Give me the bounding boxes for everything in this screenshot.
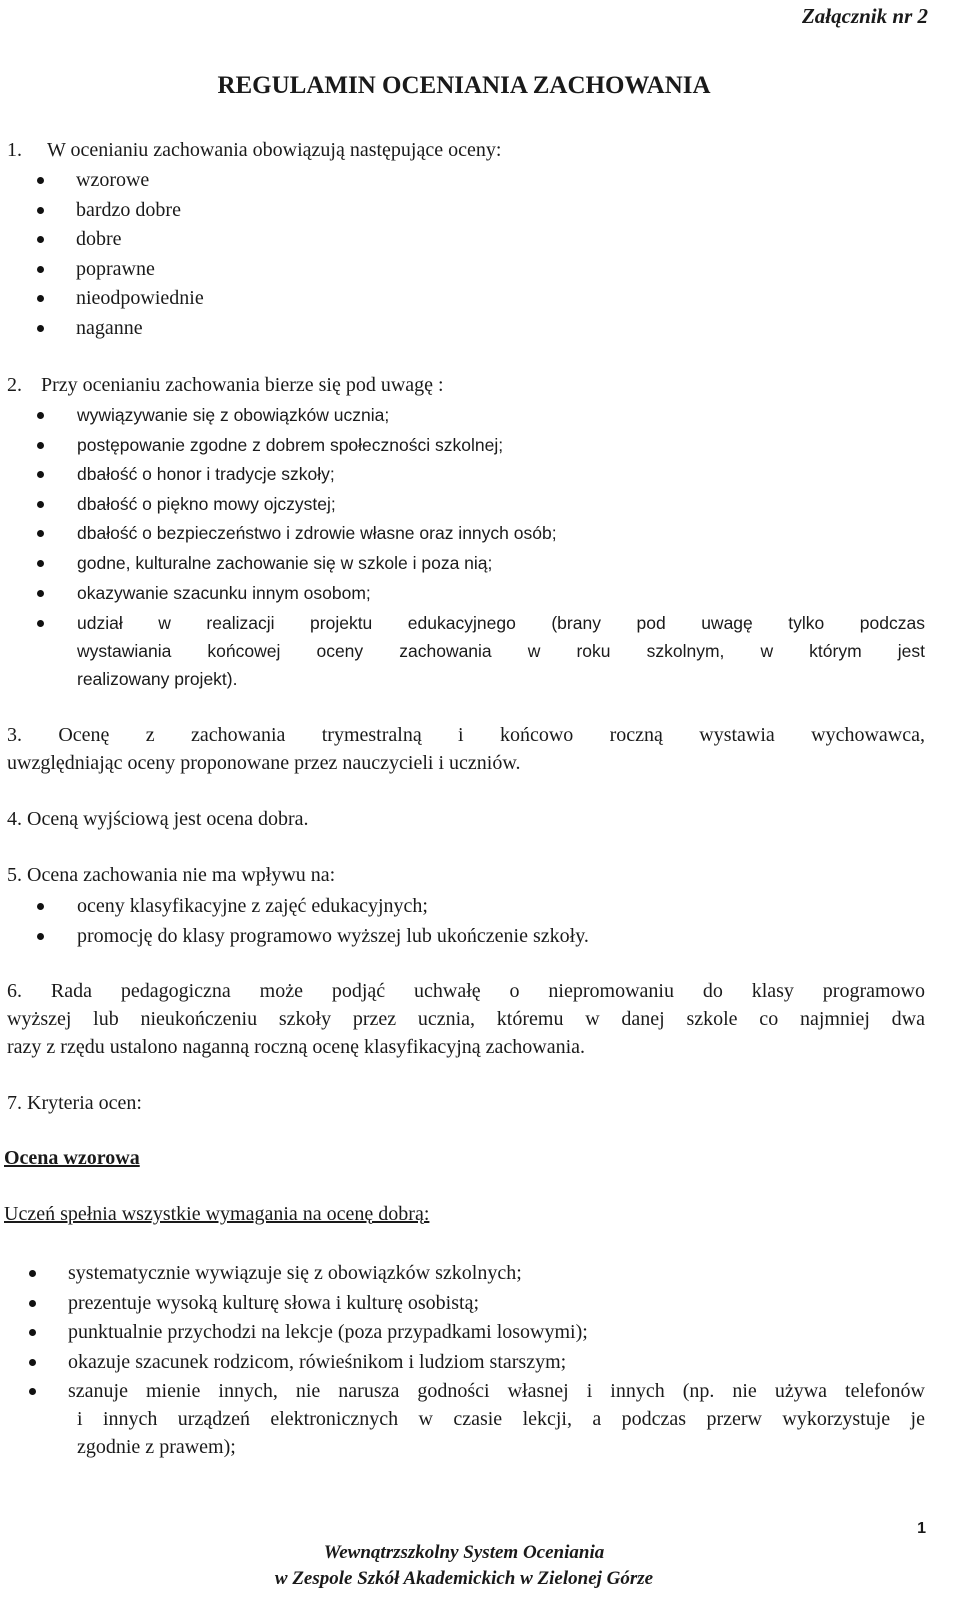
bullet-icon	[29, 1329, 36, 1336]
section-2-text: Przy ocenianiu zachowania bierze się pod uwagę :	[41, 374, 444, 396]
bullet-icon	[37, 295, 44, 302]
bullet-icon	[37, 590, 44, 597]
grade-heading: Ocena wzorowa	[4, 1147, 140, 1169]
impact-item: promocję do klasy programowo wyższej lub ukończenie szkoły.	[77, 925, 589, 947]
section-1-number: 1.	[7, 139, 22, 161]
footer-line: Wewnątrzszkolny System Oceniania	[323, 1542, 605, 1563]
grade-item: poprawne	[76, 258, 155, 280]
bullet-icon	[37, 207, 44, 214]
criterion-item-line: udział w realizacji projektu edukacyjnego (brany pod uwagę tylko podczas	[77, 613, 925, 633]
grade-item: nieodpowiednie	[76, 287, 204, 309]
criterion-item: dbałość o honor i tradycje szkoły;	[77, 464, 335, 484]
bullet-icon	[37, 177, 44, 184]
bullet-icon	[29, 1388, 36, 1395]
requirement-item: okazuje szacunek rodzicom, rówieśnikom i ludziom starszym;	[68, 1351, 567, 1373]
section-6-line: wyższej lub nieukończeniu szkoły przez ucznia, któremu w danej szkole co najmniej dwa	[7, 1008, 925, 1030]
criterion-item: dbałość o piękno mowy ojczystej;	[77, 494, 336, 514]
bullet-icon	[37, 471, 44, 478]
annex-label: Załącznik nr 2	[801, 4, 928, 28]
bullet-icon	[37, 442, 44, 449]
section-2-number: 2.	[7, 374, 22, 396]
criterion-item: wywiązywanie się z obowiązków ucznia;	[77, 405, 390, 425]
section-6-line: razy z rzędu ustalono naganną roczną ocenę klasyfikacyjną zachowania.	[7, 1036, 586, 1058]
criterion-item: dbałość o bezpieczeństwo i zdrowie własne oraz innych osób;	[77, 523, 557, 543]
section-5-line: 5. Ocena zachowania nie ma wpływu na:	[7, 864, 336, 886]
criterion-item: postępowanie zgodne z dobrem społeczności szkolnej;	[77, 435, 504, 455]
requirement-item-line: i innych urządzeń elektronicznych w czasie lekcji, a podczas przerw wykorzystuje je	[77, 1408, 925, 1430]
criterion-item: okazywanie szacunku innym osobom;	[77, 583, 371, 603]
bullet-icon	[29, 1359, 36, 1366]
criterion-item-line: realizowany projekt).	[77, 669, 238, 689]
page-number: 1	[917, 1520, 926, 1537]
document-title: REGULAMIN OCENIANIA ZACHOWANIA	[217, 72, 711, 99]
section-6-line: 6. Rada pedagogiczna może podjąć uchwałę o niepromowaniu do klasy programowo	[7, 980, 925, 1002]
requirement-item: punktualnie przychodzi na lekcje (poza przypadkami losowymi);	[68, 1321, 588, 1343]
bullet-icon	[37, 530, 44, 537]
bullet-icon	[37, 266, 44, 273]
requirement-item-line: zgodnie z prawem);	[77, 1436, 236, 1458]
bullet-icon	[37, 501, 44, 508]
requirement-item: systematycznie wywiązuje się z obowiązków szkolnych;	[68, 1262, 522, 1284]
bullet-icon	[37, 903, 44, 910]
bullet-icon	[37, 620, 44, 627]
bullet-icon	[37, 560, 44, 567]
section-3-line: 3. Ocenę z zachowania trymestralną i końcowo roczną wystawia wychowawca,	[7, 724, 925, 746]
bullet-icon	[29, 1300, 36, 1307]
requirement-item: prezentuje wysoką kulturę słowa i kulturę osobistą;	[68, 1292, 480, 1314]
criterion-item: godne, kulturalne zachowanie się w szkole i poza nią;	[77, 553, 493, 573]
requirement-item-line: szanuje mienie innych, nie narusza godności własnej i innych (np. nie używa telefonów	[68, 1380, 925, 1402]
bullet-icon	[37, 325, 44, 332]
section-7-line: 7. Kryteria ocen:	[7, 1092, 142, 1114]
bullet-icon	[29, 1270, 36, 1277]
section-4-line: 4. Oceną wyjściową jest ocena dobra.	[7, 808, 309, 830]
bullet-icon	[37, 412, 44, 419]
footer-line: w Zespole Szkół Akademickich w Zielonej Górze	[274, 1568, 654, 1589]
criterion-item-line: wystawiania końcowej oceny zachowania w roku szkolnym, w którym jest	[77, 641, 925, 661]
bullet-icon	[37, 933, 44, 940]
grade-item: naganne	[76, 317, 143, 339]
impact-item: oceny klasyfikacyjne z zajęć edukacyjnych;	[77, 895, 428, 917]
requirement-text: Uczeń spełnia wszystkie wymagania na ocenę dobrą:	[4, 1203, 430, 1225]
section-3-line: uwzględniając oceny proponowane przez nauczycieli i uczniów.	[7, 752, 521, 774]
grade-item: wzorowe	[76, 169, 150, 191]
bullet-icon	[37, 236, 44, 243]
grade-item: bardzo dobre	[76, 199, 181, 221]
section-1-text: W ocenianiu zachowania obowiązują następujące oceny:	[47, 139, 502, 161]
grade-item: dobre	[76, 228, 122, 250]
